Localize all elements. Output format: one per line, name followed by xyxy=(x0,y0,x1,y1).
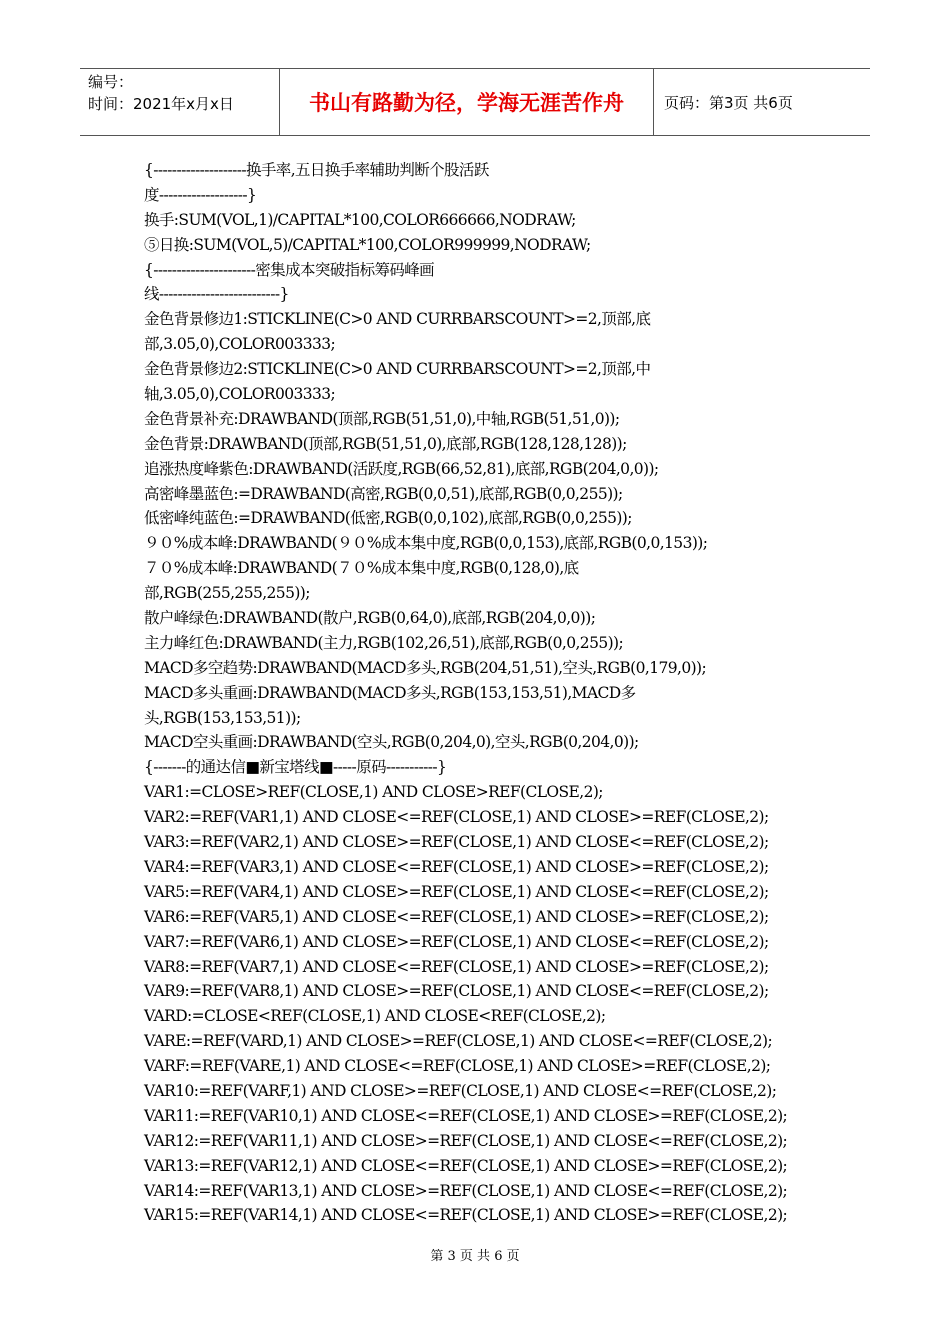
page-footer: 第 3 页 共 6 页 xyxy=(430,1249,520,1264)
code-line: VARE:=REF(VARD,1) AND CLOSE>=REF(CLOSE,1) AND CLOSE<=REF(CLOSE,2); xyxy=(144,1032,773,1051)
code-line: VAR6:=REF(VAR5,1) AND CLOSE<=REF(CLOSE,1) AND CLOSE>=REF(CLOSE,2); xyxy=(144,907,769,926)
code-line: VAR7:=REF(VAR6,1) AND CLOSE>=REF(CLOSE,1) AND CLOSE<=REF(CLOSE,2); xyxy=(144,932,769,951)
code-line: VARF:=REF(VARE,1) AND CLOSE<=REF(CLOSE,1) AND CLOSE>=REF(CLOSE,2); xyxy=(144,1057,771,1076)
code-line: VAR12:=REF(VAR11,1) AND CLOSE>=REF(CLOSE,1) AND CLOSE<=REF(CLOSE,2); xyxy=(144,1131,788,1150)
code-line: 金色背景修边1:STICKLINE(C>0 AND CURRBARSCOUNT>=2,顶部,底 xyxy=(144,310,651,329)
code-line: {-------的通达信■新宝塔线■-----原码-----------} xyxy=(144,758,447,777)
header-meta xyxy=(80,69,280,135)
code-line: 金色背景补充:DRAWBAND(顶部,RGB(51,51,0),中轴,RGB(51,51,0)); xyxy=(144,409,620,428)
header-page-info: 页码：第3页 共6页 xyxy=(664,93,793,112)
code-listing xyxy=(144,158,814,1228)
code-line: VAR5:=REF(VAR4,1) AND CLOSE>=REF(CLOSE,1) AND CLOSE<=REF(CLOSE,2); xyxy=(144,882,769,901)
code-line: VAR15:=REF(VAR14,1) AND CLOSE<=REF(CLOSE,1) AND CLOSE>=REF(CLOSE,2); xyxy=(144,1206,788,1225)
code-line: VAR14:=REF(VAR13,1) AND CLOSE>=REF(CLOSE,1) AND CLOSE<=REF(CLOSE,2); xyxy=(144,1181,788,1200)
code-line: 头,RGB(153,153,51)); xyxy=(144,708,301,727)
code-line: 线--------------------------} xyxy=(144,285,289,304)
document-code-label: 编号： xyxy=(88,73,134,91)
code-line: VAR2:=REF(VAR1,1) AND CLOSE<=REF(CLOSE,1) AND CLOSE>=REF(CLOSE,2); xyxy=(144,808,769,827)
code-line: VAR1:=CLOSE>REF(CLOSE,1) AND CLOSE>REF(CLOSE,2); xyxy=(144,783,603,802)
code-line: 金色背景:DRAWBAND(顶部,RGB(51,51,0),底部,RGB(128,128,128)); xyxy=(144,434,627,453)
code-line: VAR8:=REF(VAR7,1) AND CLOSE<=REF(CLOSE,1) AND CLOSE>=REF(CLOSE,2); xyxy=(144,957,769,976)
code-line: ⑤日换:SUM(VOL,5)/CAPITAL*100,COLOR999999,NODRAW; xyxy=(144,235,591,254)
code-line: 追涨热度峰紫色:DRAWBAND(活跃度,RGB(66,52,81),底部,RGB(204,0,0)); xyxy=(144,459,659,478)
code-line: 轴,3.05,0),COLOR003333; xyxy=(144,385,336,404)
code-line: 金色背景修边2:STICKLINE(C>0 AND CURRBARSCOUNT>=2,顶部,中 xyxy=(144,360,651,379)
code-line: ７０%成本峰:DRAWBAND(７０%成本集中度,RGB(0,128,0),底 xyxy=(144,559,579,578)
header-motto: 书山有路勤为径，学海无涯苦作舟 xyxy=(280,69,654,135)
code-line: 部,RGB(255,255,255)); xyxy=(144,584,310,603)
code-line: MACD空头重画:DRAWBAND(空头,RGB(0,204,0),空头,RGB(0,204,0)); xyxy=(144,733,639,752)
code-line: ９０%成本峰:DRAWBAND(９０%成本集中度,RGB(0,0,153),底部,RGB(0,0,153)); xyxy=(144,534,708,553)
code-line: VAR9:=REF(VAR8,1) AND CLOSE>=REF(CLOSE,1) AND CLOSE<=REF(CLOSE,2); xyxy=(144,982,769,1001)
code-line: 散户峰绿色:DRAWBAND(散户,RGB(0,64,0),底部,RGB(204,0,0)); xyxy=(144,609,596,628)
code-line: 度-------------------} xyxy=(144,185,257,204)
code-line: 部,3.05,0),COLOR003333; xyxy=(144,335,336,354)
code-line: 低密峰纯蓝色:=DRAWBAND(低密,RGB(0,0,102),底部,RGB(0,0,255)); xyxy=(144,509,632,528)
code-line: VAR4:=REF(VAR3,1) AND CLOSE<=REF(CLOSE,1) AND CLOSE>=REF(CLOSE,2); xyxy=(144,857,769,876)
code-line: MACD多空趋势:DRAWBAND(MACD多头,RGB(204,51,51),空头,RGB(0,179,0)); xyxy=(144,658,707,677)
code-line: 换手:SUM(VOL,1)/CAPITAL*100,COLOR666666,NODRAW; xyxy=(144,210,576,229)
code-line: VAR10:=REF(VARF,1) AND CLOSE>=REF(CLOSE,1) AND CLOSE<=REF(CLOSE,2); xyxy=(144,1081,777,1100)
code-line: 主力峰红色:DRAWBAND(主力,RGB(102,26,51),底部,RGB(0,0,255)); xyxy=(144,633,624,652)
code-line: MACD多头重画:DRAWBAND(MACD多头,RGB(153,153,51),MACD多 xyxy=(144,683,636,702)
code-line: VAR3:=REF(VAR2,1) AND CLOSE>=REF(CLOSE,1) AND CLOSE<=REF(CLOSE,2); xyxy=(144,833,769,852)
code-line: VAR13:=REF(VAR12,1) AND CLOSE<=REF(CLOSE,1) AND CLOSE>=REF(CLOSE,2); xyxy=(144,1156,788,1175)
code-line: 高密峰墨蓝色:=DRAWBAND(高密,RGB(0,0,51),底部,RGB(0,0,255)); xyxy=(144,484,623,503)
code-line: {--------------------换手率,五日换手率辅助判断个股活跃 xyxy=(144,161,489,179)
document-date: 时间：2021年x月x日 xyxy=(88,95,234,113)
code-line: VARD:=CLOSE<REF(CLOSE,1) AND CLOSE<REF(CLOSE,2); xyxy=(144,1007,606,1026)
page-header xyxy=(80,68,870,136)
code-line: {----------------------密集成本突破指标筹码峰画 xyxy=(144,260,435,279)
code-line: VAR11:=REF(VAR10,1) AND CLOSE<=REF(CLOSE,1) AND CLOSE>=REF(CLOSE,2); xyxy=(144,1106,788,1125)
